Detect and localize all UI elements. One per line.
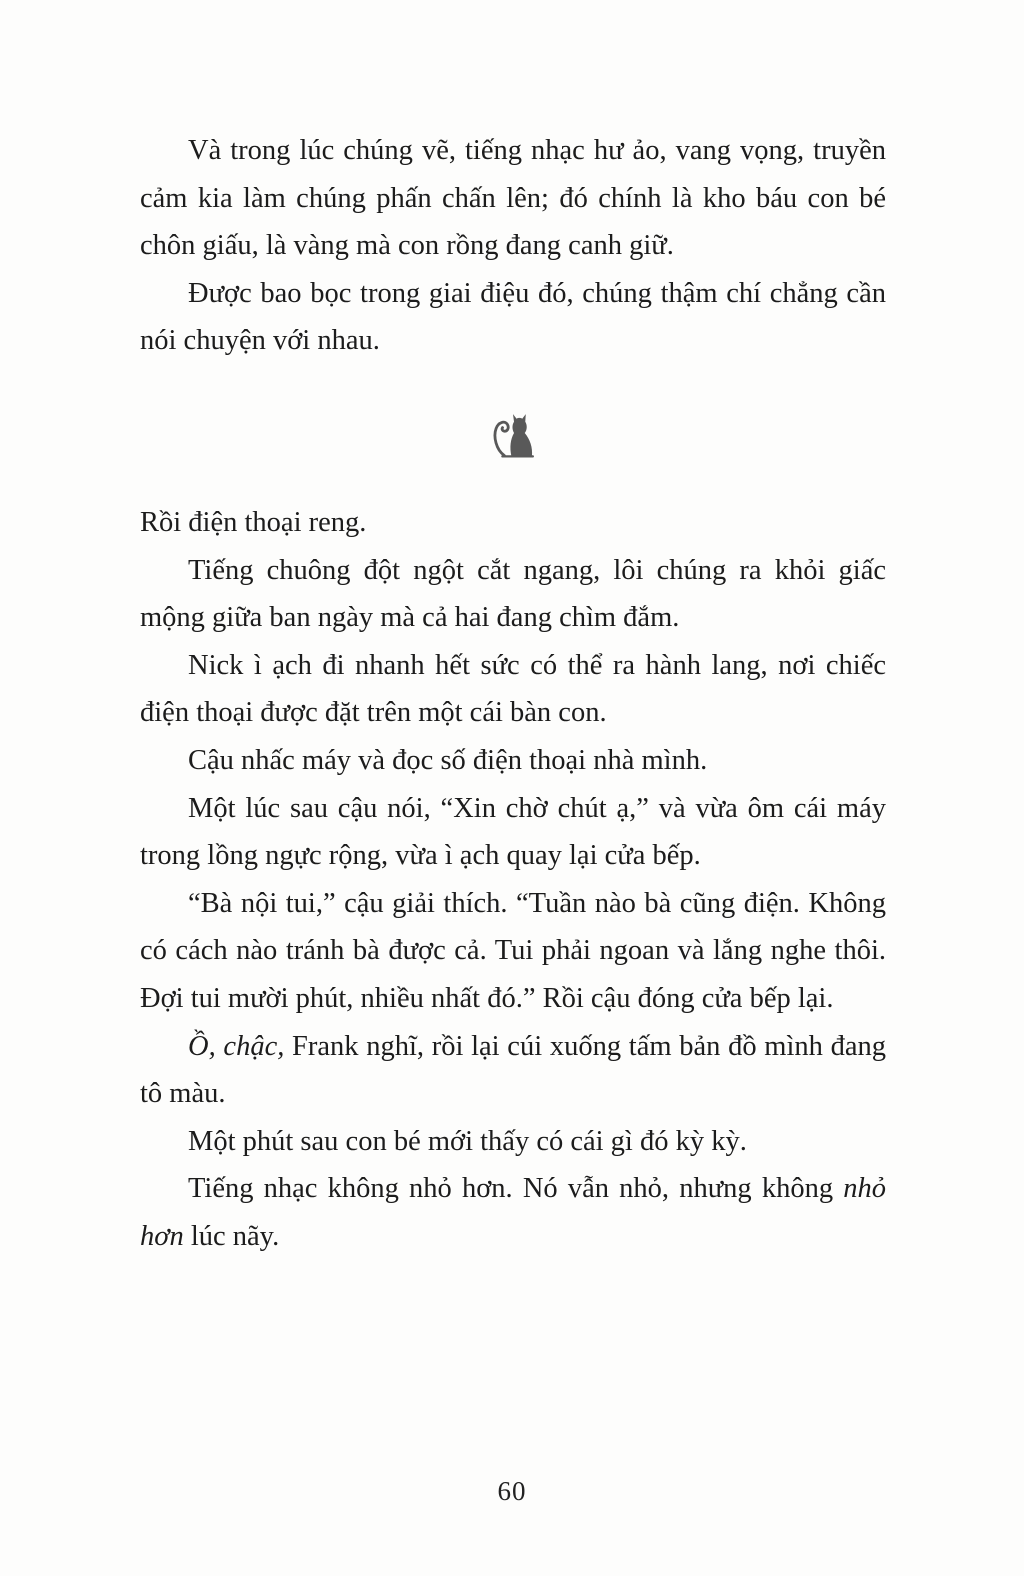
paragraph xyxy=(140,270,886,365)
text-run: “Bà nội tui,” cậu giải thích. “Tuần nào bà cũng điện. Không có cách nào tránh bà được cả. Tui phải ngoan và lắng nghe thôi. Đợi tui mười phút, nhiều nhất đó.” Rồi cậu đóng cửa bếp lại. xyxy=(140,887,886,1014)
text-run: lúc nãy. xyxy=(183,1220,280,1252)
text-run: Nick ì ạch đi nhanh hết sức có thể ra hành lang, nơi chiếc điện thoại được đặt trên một cái bàn con. xyxy=(140,649,886,729)
text-run: Tiếng nhạc không nhỏ hơn. Nó vẫn nhỏ, nhưng không xyxy=(188,1173,844,1205)
paragraph xyxy=(140,499,886,547)
page-number: 60 xyxy=(497,1476,527,1506)
text-block xyxy=(140,127,886,1260)
cat-icon xyxy=(490,407,536,459)
paragraph xyxy=(140,127,886,270)
paragraph-group-after-divider xyxy=(140,499,886,1261)
paragraph xyxy=(140,785,886,880)
paragraph xyxy=(140,1118,886,1166)
paragraph xyxy=(140,880,886,1023)
paragraph xyxy=(140,1023,886,1118)
paragraph-group-before-divider xyxy=(140,127,886,365)
paragraph xyxy=(140,737,886,785)
text-run: Tiếng chuông đột ngột cắt ngang, lôi chúng ra khỏi giấc mộng giữa ban ngày mà cả hai đang chìm đắm. xyxy=(140,554,886,634)
text-run: Được bao bọc trong giai điệu đó, chúng thậm chí chẳng cần nói chuyện với nhau. xyxy=(140,277,886,357)
text-run: Một phút sau con bé mới thấy có cái gì đó kỳ kỳ. xyxy=(188,1125,747,1157)
text-run: Rồi điện thoại reng. xyxy=(140,506,367,538)
paragraph xyxy=(140,1165,886,1260)
paragraph xyxy=(140,642,886,737)
paragraph xyxy=(140,547,886,642)
italic-text-run: Ồ, chậc, xyxy=(188,1030,285,1062)
text-run: Một lúc sau cậu nói, “Xin chờ chút ạ,” và vừa ôm cái máy trong lồng ngực rộng, vừa ì ạch quay lại cửa bếp. xyxy=(140,792,886,872)
italic-text-run: nhỏ hơn xyxy=(140,1173,886,1252)
section-divider xyxy=(140,407,886,459)
text-run: Và trong lúc chúng vẽ, tiếng nhạc hư ảo, vang vọng, truyền cảm kia làm chúng phấn chấn lên; đó chính là kho báu con bé chôn giấu, là vàng mà con rồng đang canh giữ. xyxy=(140,135,886,262)
text-run: Frank nghĩ, rồi lại cúi xuống tấm bản đồ mình đang tô màu. xyxy=(140,1030,886,1110)
text-run: Cậu nhấc máy và đọc số điện thoại nhà mình. xyxy=(188,744,708,776)
